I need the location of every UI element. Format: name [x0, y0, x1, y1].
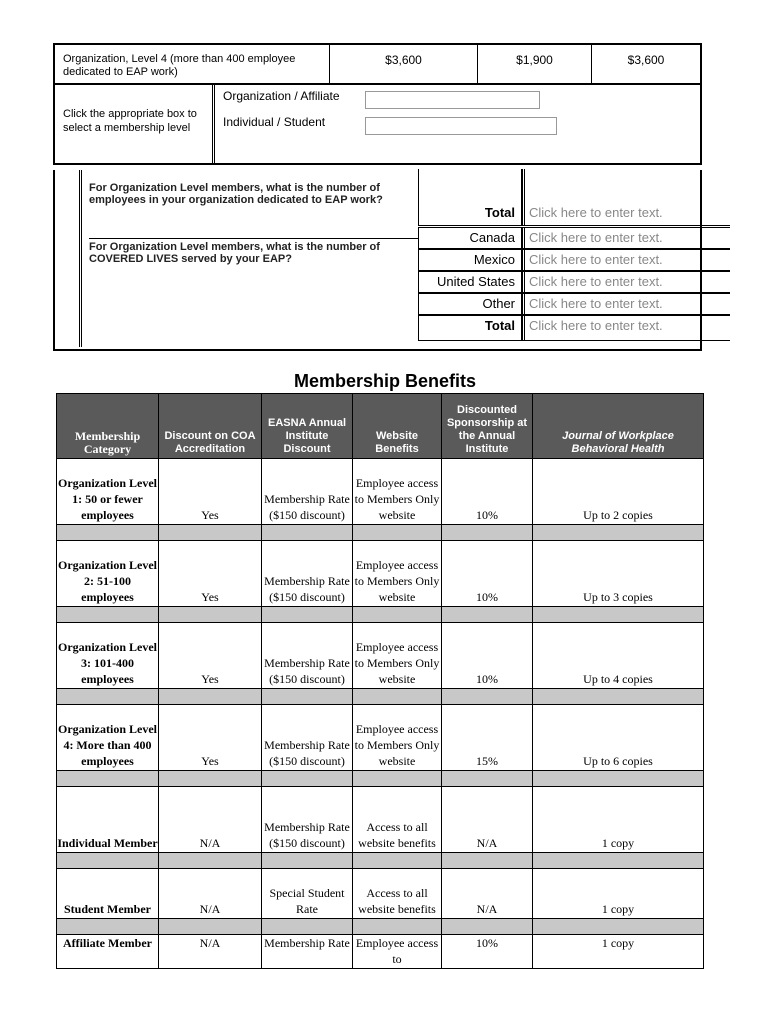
- coa-cell: Yes: [159, 705, 262, 771]
- institute-cell: Special Student Rate: [262, 869, 353, 919]
- separator-row: [57, 853, 704, 869]
- sponsorship-cell: 10%: [442, 623, 533, 689]
- sponsorship-cell: N/A: [442, 787, 533, 853]
- option-org-affiliate-label: Organization / Affiliate: [223, 89, 340, 103]
- institute-cell: Membership Rate ($150 discount): [262, 705, 353, 771]
- row-label-total-lives: Total: [418, 316, 522, 340]
- category-cell: Affiliate Member: [57, 935, 159, 969]
- separator-row: [57, 525, 704, 541]
- institute-cell: Membership Rate ($150 discount): [262, 623, 353, 689]
- row-label-other: Other: [418, 294, 522, 314]
- employees-total-input[interactable]: Click here to enter text.: [522, 169, 730, 225]
- table-row: [57, 935, 704, 969]
- website-cell: Employee access to Members Only website: [353, 623, 442, 689]
- question-employees: For Organization Level members, what is the number of employees in your organization dedicated to EAP work?: [89, 182, 383, 206]
- category-cell: Organization Level 2: 51-100 employees: [57, 541, 159, 607]
- sponsorship-cell: 10%: [442, 935, 533, 969]
- price-cell-2: $1,900: [478, 45, 592, 83]
- journal-cell: Up to 3 copies: [533, 541, 704, 607]
- header-membership-category: Membership Category: [57, 394, 159, 459]
- header-journal: Journal of Workplace Behavioral Health: [533, 394, 704, 459]
- institute-cell: Membership Rate ($150 discount): [262, 787, 353, 853]
- journal-cell: 1 copy: [533, 869, 704, 919]
- institute-cell: Membership Rate ($150 discount): [262, 541, 353, 607]
- level4-description: Organization, Level 4 (more than 400 employee dedicated to EAP work): [55, 45, 330, 83]
- website-cell: Employee access to Members Only website: [353, 459, 442, 525]
- price-cell-1: $3,600: [330, 45, 478, 83]
- row-label-canada: Canada: [418, 228, 522, 248]
- benefits-table: [56, 393, 704, 969]
- website-cell: Employee access to Members Only website: [353, 705, 442, 771]
- grid-row-total-lives: [418, 315, 730, 341]
- grid-row-canada: [418, 227, 730, 249]
- separator-row: [57, 771, 704, 787]
- coa-cell: Yes: [159, 541, 262, 607]
- sponsorship-cell: 15%: [442, 705, 533, 771]
- option-org-affiliate-checkbox[interactable]: [365, 91, 540, 109]
- header-institute-discount: EASNA Annual Institute Discount: [262, 394, 353, 459]
- price-cell-3: $3,600: [627, 53, 665, 67]
- eap-questions-section: [53, 170, 731, 351]
- website-cell: Access to all website benefits: [353, 869, 442, 919]
- level-select-row: [53, 83, 702, 165]
- united-states-input[interactable]: Click here to enter text.: [522, 272, 730, 292]
- mexico-input[interactable]: Click here to enter text.: [522, 250, 730, 270]
- sponsorship-cell: 10%: [442, 541, 533, 607]
- option-individual-student-label: Individual / Student: [223, 115, 326, 129]
- header-sponsorship: Discounted Sponsorship at the Annual Institute: [442, 394, 533, 459]
- institute-cell: Membership Rate ($150 discount): [262, 459, 353, 525]
- grid-row-mexico: [418, 249, 730, 271]
- table-row: [57, 459, 704, 525]
- sponsorship-cell: 10%: [442, 459, 533, 525]
- coa-cell: N/A: [159, 935, 262, 969]
- journal-cell: Up to 2 copies: [533, 459, 704, 525]
- sponsorship-cell: N/A: [442, 869, 533, 919]
- category-cell: Organization Level 4: More than 400 employees: [57, 705, 159, 771]
- category-cell: Organization Level 1: 50 or fewer employees: [57, 459, 159, 525]
- grid-row-total-employees: [418, 170, 730, 226]
- canada-input[interactable]: Click here to enter text.: [522, 228, 730, 248]
- institute-cell: Membership Rate: [262, 935, 353, 969]
- website-cell: Employee access to Members Only website: [353, 541, 442, 607]
- level4-price-row: [53, 43, 702, 83]
- journal-cell: 1 copy: [533, 935, 704, 969]
- category-cell: Organization Level 3: 101-400 employees: [57, 623, 159, 689]
- header-coa-discount: Discount on COA Accreditation: [159, 394, 262, 459]
- coa-cell: N/A: [159, 869, 262, 919]
- level-options: [215, 85, 700, 163]
- row-label-united-states: United States: [418, 272, 522, 292]
- table-row: [57, 623, 704, 689]
- table-row: [57, 787, 704, 853]
- option-individual-student-checkbox[interactable]: [365, 117, 557, 135]
- select-instructions: Click the appropriate box to select a membership level: [55, 85, 215, 163]
- separator-row: [57, 919, 704, 935]
- separator-row: [57, 607, 704, 623]
- category-cell: Student Member: [57, 869, 159, 919]
- coa-cell: N/A: [159, 787, 262, 853]
- grid-row-other: [418, 293, 730, 315]
- question-covered-lives: For Organization Level members, what is the number of COVERED LIVES served by your EAP?: [89, 238, 419, 265]
- coa-cell: Yes: [159, 623, 262, 689]
- website-cell: Access to all website benefits: [353, 787, 442, 853]
- benefits-header-row: [57, 394, 704, 459]
- table-row: [57, 541, 704, 607]
- category-cell: Individual Member: [57, 787, 159, 853]
- benefits-title: Membership Benefits: [293, 371, 477, 391]
- header-website-benefits: Website Benefits: [353, 394, 442, 459]
- journal-cell: Up to 4 copies: [533, 623, 704, 689]
- journal-cell: 1 copy: [533, 787, 704, 853]
- grid-row-united-states: [418, 271, 730, 293]
- journal-cell: Up to 6 copies: [533, 705, 704, 771]
- covered-lives-total-input[interactable]: Click here to enter text.: [522, 316, 730, 340]
- website-cell: Employee access to: [353, 935, 442, 969]
- table-row: [57, 869, 704, 919]
- membership-form: [53, 43, 702, 165]
- row-label-mexico: Mexico: [418, 250, 522, 270]
- separator-row: [57, 689, 704, 705]
- row-label-total: Total: [418, 169, 522, 225]
- table-row: [57, 705, 704, 771]
- coa-cell: Yes: [159, 459, 262, 525]
- other-input[interactable]: Click here to enter text.: [522, 294, 730, 314]
